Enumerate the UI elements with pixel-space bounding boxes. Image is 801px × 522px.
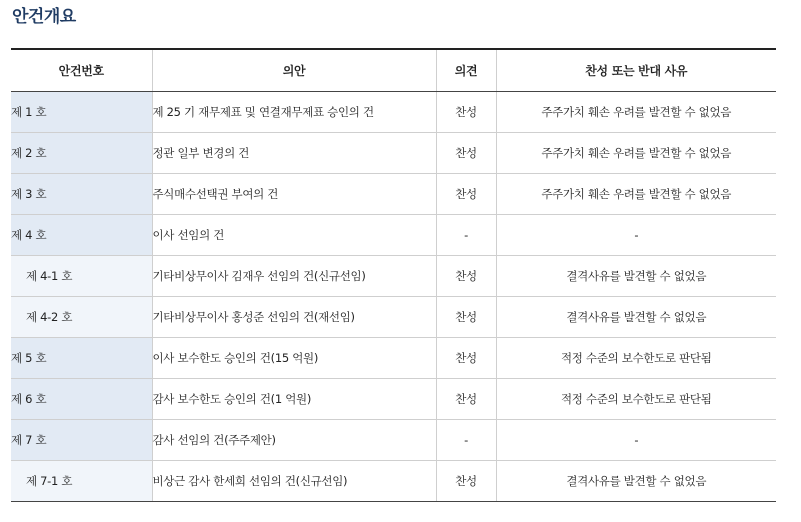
agenda-item: 이사 보수한도 승인의 건(15 억원) — [152, 338, 436, 379]
opinion: 찬성 — [436, 133, 496, 174]
agenda-number: 제 7-1 호 — [11, 461, 152, 502]
header-agenda-item: 의안 — [152, 49, 436, 92]
reason: - — [496, 215, 776, 256]
reason: - — [496, 420, 776, 461]
reason: 주주가치 훼손 우려를 발견할 수 없었음 — [496, 133, 776, 174]
agenda-item: 정관 일부 변경의 건 — [152, 133, 436, 174]
agenda-number: 제 6 호 — [11, 379, 152, 420]
agenda-number: 제 5 호 — [11, 338, 152, 379]
header-opinion: 의견 — [436, 49, 496, 92]
table-row — [11, 174, 776, 215]
section-title: 안건개요 — [12, 7, 76, 27]
table-row — [11, 338, 776, 379]
reason: 주주가치 훼손 우려를 발견할 수 없었음 — [496, 174, 776, 215]
opinion: - — [436, 420, 496, 461]
agenda-number: 제 1 호 — [11, 92, 152, 133]
opinion: 찬성 — [436, 379, 496, 420]
reason: 결격사유를 발견할 수 없었음 — [496, 297, 776, 338]
agenda-item: 주식매수선택권 부여의 건 — [152, 174, 436, 215]
table-row — [11, 420, 776, 461]
table-row — [11, 256, 776, 297]
agenda-number: 제 7 호 — [11, 420, 152, 461]
agenda-item: 비상근 감사 한세희 선임의 건(신규선임) — [152, 461, 436, 502]
agenda-item: 감사 선임의 건(주주제안) — [152, 420, 436, 461]
agenda-item: 기타비상무이사 김재우 선임의 건(신규선임) — [152, 256, 436, 297]
table-row — [11, 461, 776, 502]
opinion: 찬성 — [436, 297, 496, 338]
table-row — [11, 133, 776, 174]
opinion: 찬성 — [436, 174, 496, 215]
agenda-table — [11, 48, 776, 502]
reason: 결격사유를 발견할 수 없었음 — [496, 256, 776, 297]
agenda-item: 기타비상무이사 홍성준 선임의 건(재선임) — [152, 297, 436, 338]
header-agenda-number: 안건번호 — [11, 49, 152, 92]
table-row — [11, 297, 776, 338]
agenda-item: 제 25 기 재무제표 및 연결재무제표 승인의 건 — [152, 92, 436, 133]
opinion: 찬성 — [436, 338, 496, 379]
agenda-number: 제 2 호 — [11, 133, 152, 174]
opinion: 찬성 — [436, 461, 496, 502]
table-row — [11, 379, 776, 420]
header-reason: 찬성 또는 반대 사유 — [496, 49, 776, 92]
table-body — [11, 92, 776, 502]
agenda-number: 제 4-1 호 — [11, 256, 152, 297]
reason: 결격사유를 발견할 수 없었음 — [496, 461, 776, 502]
reason: 적정 수준의 보수한도로 판단됨 — [496, 338, 776, 379]
agenda-number: 제 4-2 호 — [11, 297, 152, 338]
opinion: 찬성 — [436, 256, 496, 297]
opinion: - — [436, 215, 496, 256]
agenda-item: 감사 보수한도 승인의 건(1 억원) — [152, 379, 436, 420]
opinion: 찬성 — [436, 92, 496, 133]
reason: 주주가치 훼손 우려를 발견할 수 없었음 — [496, 92, 776, 133]
table-header-row — [11, 49, 776, 92]
agenda-number: 제 4 호 — [11, 215, 152, 256]
agenda-item: 이사 선임의 건 — [152, 215, 436, 256]
table-row — [11, 92, 776, 133]
reason: 적정 수준의 보수한도로 판단됨 — [496, 379, 776, 420]
table-row — [11, 215, 776, 256]
agenda-number: 제 3 호 — [11, 174, 152, 215]
